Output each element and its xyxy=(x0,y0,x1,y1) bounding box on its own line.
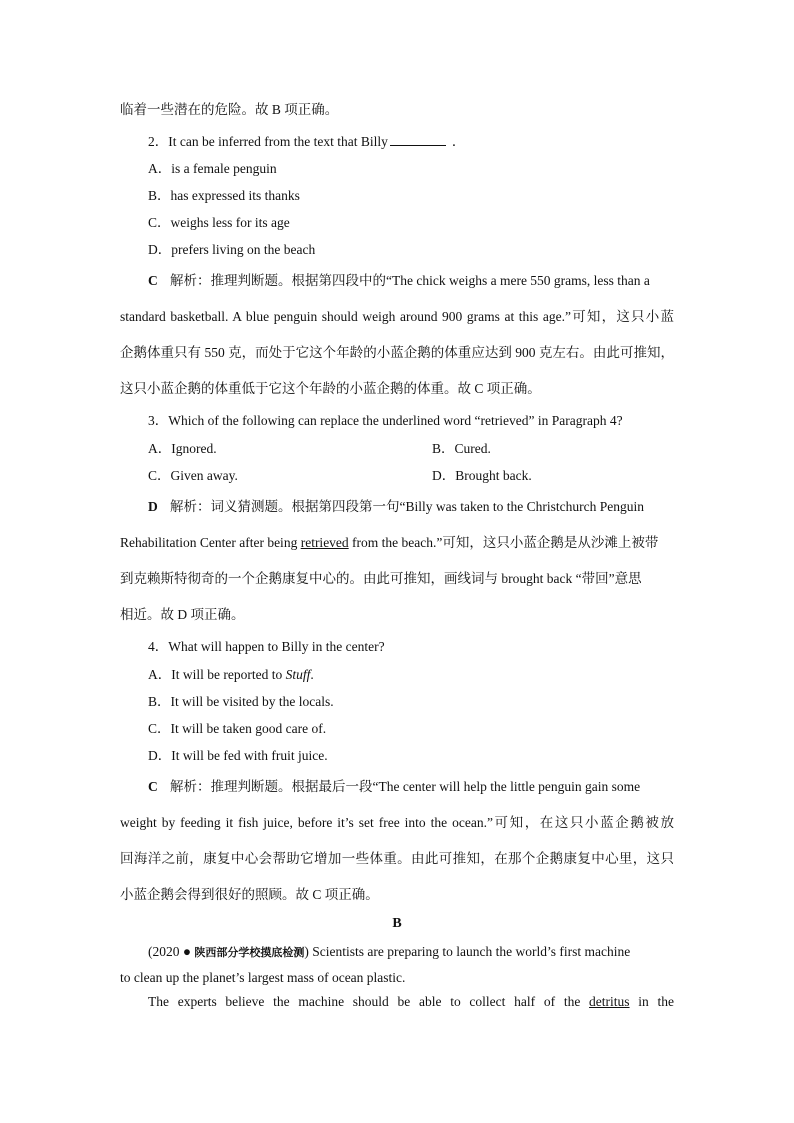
explanation-line xyxy=(148,272,650,290)
answer-blank xyxy=(390,133,446,146)
question-text: ． xyxy=(451,134,466,149)
option-c: C．weighs less for its age xyxy=(148,215,290,230)
passage-text: The experts believe the machine should be able to collect half of the xyxy=(148,994,590,1009)
explanation-line: 小蓝企鹅会得到很好的照顾。故 C 项正确。 xyxy=(120,887,379,902)
explanation-line: 回海洋之前，康复中心会帮助它增加一些体重。由此可推知，在那个企鹅康复中心里，这只 xyxy=(120,851,674,866)
option-a: A．is a female penguin xyxy=(148,161,277,176)
option-d: D．It will be fed with fruit juice. xyxy=(148,748,328,763)
explanation-line: 这只小蓝企鹅的体重低于它这个年龄的小蓝企鹅的体重。故 C 项正确。 xyxy=(120,381,541,396)
text-line: 临着一些潜在的危险。故 B 项正确。 xyxy=(120,102,339,117)
explanation-text: 解析：推理判断题。根据第四段中的“The chick weighs a mere 550 grams, less than a xyxy=(170,273,650,288)
option-b: B．Cured. xyxy=(432,441,491,456)
explanation-line xyxy=(148,778,640,796)
explanation-text: 解析：词义猜测题。根据第四段第一句“Billy was taken to the Christchurch Penguin xyxy=(170,499,644,514)
explanation-line: 相近。故 D 项正确。 xyxy=(120,607,245,622)
answer-letter: C xyxy=(148,273,158,288)
option-b: B．has expressed its thanks xyxy=(148,188,300,203)
section-heading: B xyxy=(392,916,402,931)
passage-line xyxy=(148,943,630,962)
explanation-text: from the beach.”可知，这只小蓝企鹅是从沙滩上被带 xyxy=(348,535,659,550)
passage-line xyxy=(148,993,674,1011)
option-a: A．Ignored. xyxy=(148,441,217,456)
explanation-line xyxy=(148,498,644,516)
option-d: D．prefers living on the beach xyxy=(148,242,316,257)
underlined-word: retrieved xyxy=(300,535,349,550)
italic-word: Stuff xyxy=(285,667,311,682)
explanation-text: Rehabilitation Center after being xyxy=(120,535,301,550)
question-3-stem: 3．Which of the following can replace the underlined word “retrieved” in Paragraph 4? xyxy=(148,413,623,428)
answer-letter: C xyxy=(148,779,158,794)
option-d: D．Brought back. xyxy=(432,468,532,483)
explanation-line: 企鹅体重只有 550 克，而处于它这个年龄的小蓝企鹅的体重应达到 900 克左右。由此可推知， xyxy=(120,345,674,360)
question-4-stem: 4．What will happen to Billy in the center? xyxy=(148,639,385,654)
question-2-stem xyxy=(148,133,465,151)
source-label: 陕西部分学校摸底检测 xyxy=(194,946,305,959)
option-text: . xyxy=(310,667,314,682)
option-b: B．It will be visited by the locals. xyxy=(148,694,334,709)
answer-letter: D xyxy=(148,499,158,514)
passage-line: to clean up the planet’s largest mass of ocean plastic. xyxy=(120,970,406,985)
option-text: A．It will be reported to xyxy=(148,667,286,682)
passage-text: (2020 ● xyxy=(148,944,195,959)
explanation-line: 到克赖斯特彻奇的一个企鹅康复中心的。由此可推知，画线词与 brought back “带回”意思 xyxy=(120,571,642,586)
explanation-line: standard basketball. A blue penguin should weigh around 900 grams at this age.”可知，这只小蓝 xyxy=(120,309,674,324)
passage-text: in the xyxy=(629,994,674,1009)
option-c: C．Given away. xyxy=(148,468,238,483)
option-c: C．It will be taken good care of. xyxy=(148,721,327,736)
explanation-line xyxy=(120,534,658,552)
option-a xyxy=(148,666,314,684)
explanation-text: 解析：推理判断题。根据最后一段“The center will help the little penguin gain some xyxy=(170,779,641,794)
underlined-word: detritus xyxy=(589,994,630,1009)
passage-text: ) Scientists are preparing to launch the world’s first machine xyxy=(304,944,631,959)
question-text: 2．It can be inferred from the text that Billy xyxy=(148,134,388,149)
explanation-line: weight by feeding it fish juice, before it’s set free into the ocean.”可知，在这只小蓝企鹅被放 xyxy=(120,815,674,830)
